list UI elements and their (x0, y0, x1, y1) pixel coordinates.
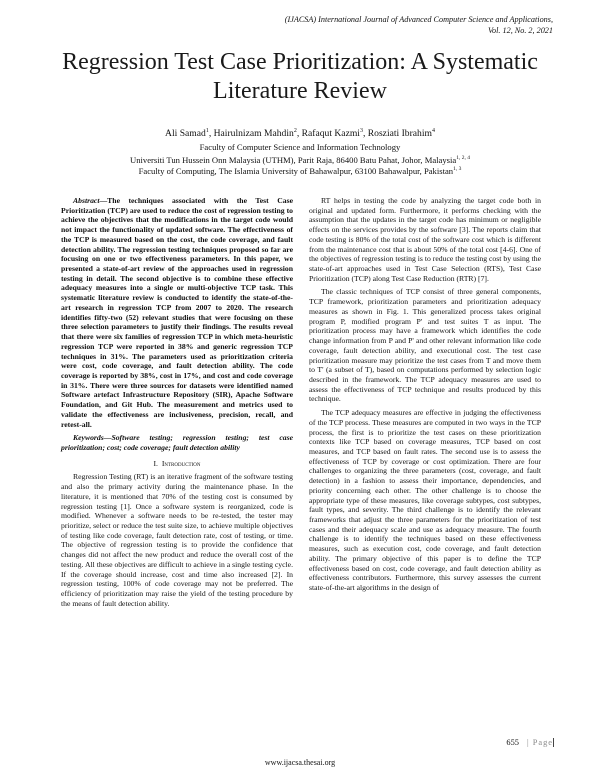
author-1: Ali Samad (165, 128, 206, 140)
affiliation-3-sup: 1, 3 (453, 166, 462, 172)
right-column (309, 196, 541, 597)
affiliation-2-sup: 1, 2, 4 (456, 155, 470, 161)
abstract-text: —The techniques associated with the Test Case Prioritization (TCP) are used to reduce the cost of regression testing to achieve the objectives that the modifications in the target code would not impact the functionality of updated software. The effectiveness of the TCP is measured based on the cost, the code coverage, and fault detection ability. The regression testing techniques proposed so far are focusing on one or two effectiveness parameters. In this paper, we presented a state-of-art review of the approaches used in regression testing in detail. The second objective is to combine these effective adequacy measures into a single or multi-objective TCP task. This systematic literature review is conducted to identify the state-of-the-art research in regression TCP from 2007 to 2020. The research identifies fifty-two (52) relevant studies that were focusing on these three selection parameters to justify their findings. The results reveal that there were six families of regression TCP in which meta-heuristic regression TCP were reported in 38% and generic regression TCP techniques in 31%. The parameters used as prioritization criteria were cost, code coverage, and fault detection ability. The code coverage is reported by 38%, cost in 17%, and cost and code coverage in 31%. There were three sources for datasets were identified named Software artefact Infrastructure Repository (SIR), Apache Software Foundation, and Git Hub. The measurement and metrics used to validate the effectiveness are inclusiveness, precision, recall, and retest-all. (61, 196, 293, 429)
abstract-lead: Abstract (73, 196, 100, 205)
affiliation-2-text: Universiti Tun Hussein Onn Malaysia (UTHM), Parit Raja, 86400 Batu Pahat, Johor, Malaysia (130, 154, 457, 165)
title-line-2: Literature Review (213, 78, 387, 104)
author-list: Ali Samad$^1$, Hairulnizam Mahdin$^2$, Rafaqut Kazmi$^3$, Rosziati Ibrahim$^4$ (165, 128, 435, 140)
author-4-sup: 4 (431, 128, 435, 134)
author-2: Hairulnizam Mahdin (213, 128, 294, 140)
page-number-box (506, 738, 554, 747)
affiliation-1: Faculty of Computer Science and Information Technology (199, 142, 401, 152)
title-line-1: Regression Test Case Prioritization: A Systematic (62, 49, 538, 75)
intro-paragraph: Regression Testing (RT) is an iterative fragment of the software testing and also the primary activity during the maintenance phase. In the literature, it is mentioned that 70% of the testing cost is consumed by regression testing [1]. Once a software system is reorganized, code is modified. Whenever a software needs to be re-tested, the tester may prioritize, select or reduce the test suite size, to achieve multiple objectives of testing like code coverage, fault detection rate, cost of testing, or time. The objective of regression testing is to provide the confidence that changes did not affect the new product and reduce the overall cost of the testing. All these objectives are difficult to achieve in a single testing cycle. If the coverage should increase, cost and time also increased [2]. In regression testing, 100% of code coverage may not be preferred. The efficiency of prioritization may raise the yield of the testing procedure by the means of fault detection ability. (61, 472, 293, 608)
journal-volume: Vol. 12, No. 2, 2021 (487, 26, 553, 35)
left-column (61, 196, 293, 612)
section-title: Introduction (161, 458, 201, 468)
page-label: | Page (526, 738, 553, 747)
section-number: I. (153, 458, 158, 468)
paper-title (40, 48, 560, 106)
keywords (61, 433, 293, 452)
affiliation-3-text: Faculty of Computing, The Islamia University of Bahawalpur, 63100 Bahawalpur, Pakistan (138, 165, 454, 176)
section-heading-introduction (61, 459, 293, 469)
journal-name: (IJACSA) International Journal of Advanced Computer Science and Applications, (284, 15, 553, 24)
right-paragraph-3: The TCP adequacy measures are effective in judging the effectiveness of the TCP process. These measures are computed in two ways in the TCP process, the first is to prioritize the test cases on these prioritization contexts like TCP based on coverage measures, TCP based on cost measures, and TCP based on fault rates. The second use is to assess the effectiveness of TCP by coverage or cost optimization. There are four challenges to organizing the three parameters (cost, coverage, and fault detection) in a fashion to assess their importance, dependencies, and priority concerning each other. The other challenge is to choose the appropriate type of these measures, like coverage subtypes, cost subtypes, fault types, and severity. The third challenge is to identify the relevant frameworks that adjust the three parameters for the prioritization of test cases and their adequacy scale and use as adequacy measure. The fourth challenge is to identify the techniques based on these effectiveness measures, such as execution cost, code coverage, and fault detection ability. The primary objective of this paper is to define the TCP effectiveness based on cost, code coverage, and fault detection ability as effectiveness contributors. Furthermore, this survey assesses the current state-of-the-art algorithms in the design of (309, 408, 541, 593)
page-label-text: Page (532, 738, 553, 747)
keywords-text: Software testing; regression testing; test case prioritization; cost; code coverage; fault detection ability (61, 433, 293, 452)
author-2-sup: 2 (293, 128, 297, 134)
author-4: Rosziati Ibrahim (367, 128, 432, 140)
journal-header (285, 14, 553, 36)
author-3-sup: 3 (359, 128, 363, 134)
keywords-lead: Keywords— (73, 433, 112, 443)
page-number: 655 (506, 738, 519, 747)
abstract (61, 196, 293, 429)
author-3: Rafaqut Kazmi (301, 128, 360, 140)
footer-url[interactable]: www.ijacsa.thesai.org (264, 758, 336, 767)
author-1-sup: 1 (205, 128, 209, 134)
right-paragraph-1: RT helps in testing the code by analyzing the target code both in original and updated form. Furthermore, it performs checking with the assumption that the updates in the target code has minimum or negligible effects on the services provides by the software [3]. The reports claim that code testing is 80% of the total cost of the software cost which is different from the maintenance cost that is about 50% of the total cost [4-6]. One of the objectives of regression testing is to reduce the testing cost by using the state-of-art approaches used in Test Case Selection (RTS), Test Case Prioritization (TCP) along Test Case Reduction (RTR) [7]. (309, 196, 541, 283)
affiliation-3 (40, 164, 560, 177)
right-paragraph-2: The classic techniques of TCP consist of three general components, TCP framework, prioritization parameters and prioritization adequacy measures as shown in Fig. 1. This generalized process takes original program P, modified program P' and test suites T as input. The prioritization process may have a framework which identifies the code change information from P and P' and other relevant information like code coverage, fault detection ability, and executional cost. The test case prioritization measure may prioritize the test cases from T and move them to T' (a subset of T), based on computations performed by selection logic described in the framework. The TCP adequacy measures are used to assess the effectiveness of TCP technique and results produced by this technique. (309, 287, 541, 404)
